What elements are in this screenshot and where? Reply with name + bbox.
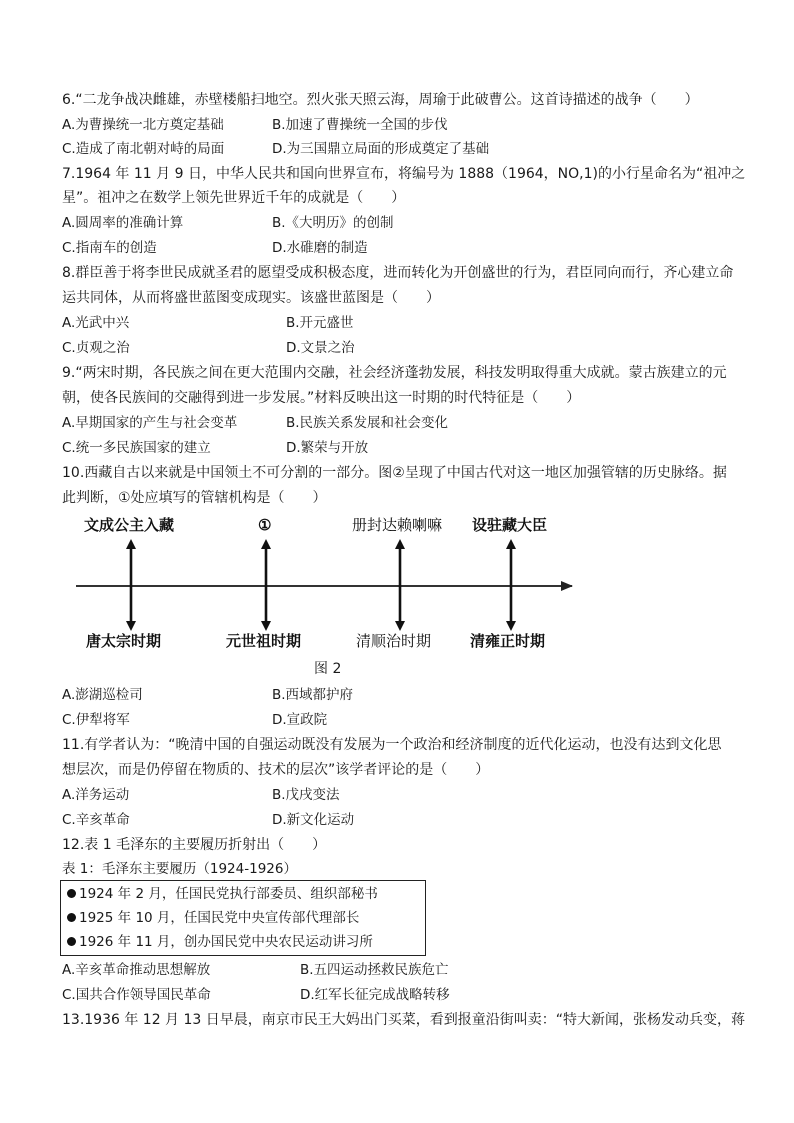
timeline-top-label-2: ① [258,516,272,534]
question-7-stem-line1: 7.1964 年 11 月 9 日，中华人民共和国向世界宣布，将编号为 1888（1964，NO,1)的小行星命名为“祖冲之 [62,166,746,182]
table-row [67,908,359,928]
timeline-top-label-4: 设驻藏大臣 [472,516,548,534]
question-9-stem-line1: 9.“两宋时期，各民族之间在更大范围内交融，社会经济蓬勃发展，科技发明取得重大成就。蒙古族建立的元 [62,365,727,381]
bullet-icon [67,913,76,922]
q9-option-c[interactable]: C.统一多民族国家的建立 [62,440,211,456]
bullet-icon [67,937,76,946]
q8-option-a[interactable]: A.光武中兴 [62,315,130,331]
timeline-bottom-label-2: 元世祖时期 [226,632,302,650]
q6-option-a[interactable]: A.为曹操统一北方奠定基础 [62,117,224,133]
question-10-stem-line2: 此判断，①处应填写的管辖机构是（ ） [62,490,327,506]
table-row [67,932,373,952]
q11-option-d[interactable]: D.新文化运动 [272,812,355,828]
bullet-icon [67,889,76,898]
timeline-top-label-3: 册封达赖喇嘛 [352,516,443,534]
q8-option-c[interactable]: C.贞观之治 [62,340,130,356]
question-8-stem-line1: 8.群臣善于将李世民成就圣君的愿望受成积极态度，进而转化为开创盛世的行为，君臣同向而行，齐心建立命 [62,265,734,281]
q9-option-d[interactable]: D.繁荣与开放 [286,440,369,456]
q12-option-c[interactable]: C.国共合作领导国民革命 [62,987,211,1003]
timeline-bottom-label-3: 清顺治时期 [356,632,432,650]
question-7-stem-line2: 星”。祖冲之在数学上领先世界近千年的成就是（ ） [62,190,406,206]
q11-option-a[interactable]: A.洋务运动 [62,787,130,803]
q8-option-b[interactable]: B.开元盛世 [286,315,354,331]
q12-option-b[interactable]: B.五四运动拯救民族危亡 [300,962,449,978]
q10-option-a[interactable]: A.澎湖巡检司 [62,687,143,703]
table-row-text: 1924 年 2 月，任国民党执行部委员、组织部秘书 [79,886,378,902]
q7-option-c[interactable]: C.指南车的创造 [62,240,157,256]
question-12-stem: 12.表 1 毛泽东的主要履历折射出（ ） [62,837,327,853]
timeline-top-label-1: 文成公主入藏 [84,516,175,534]
q9-option-b[interactable]: B.民族关系发展和社会变化 [286,415,449,431]
table-1-title: 表 1：毛泽东主要履历（1924-1926） [62,861,297,877]
question-11-stem-line2: 想层次，而是仍停留在物质的、技术的层次”该学者评论的是（ ） [62,762,490,778]
q7-option-d[interactable]: D.水碓磨的制造 [272,240,368,256]
tibet-governance-timeline [60,508,600,658]
q11-option-b[interactable]: B.戊戌变法 [272,787,340,803]
table-1 [60,880,426,956]
q12-option-d[interactable]: D.红军长征完成战略转移 [300,987,450,1003]
table-row-text: 1925 年 10 月，任国民党中央宣传部代理部长 [79,910,360,926]
question-13-stem-line1: 13.1936 年 12 月 13 日早晨，南京市民王大妈出门买菜，看到报童沿街叫卖：“特大新闻，张杨发动兵变，蒋 [62,1012,746,1028]
question-9-stem-line2: 朝，使各民族间的交融得到进一步发展。”材料反映出这一时期的时代特征是（ ） [62,390,581,406]
timeline-bottom-label-1: 唐太宗时期 [86,632,162,650]
q8-option-d[interactable]: D.文景之治 [286,340,355,356]
q12-option-a[interactable]: A.辛亥革命推动思想解放 [62,962,211,978]
q6-option-d[interactable]: D.为三国鼎立局面的形成奠定了基础 [272,141,490,157]
q10-option-c[interactable]: C.伊犁将军 [62,712,130,728]
table-row [67,884,378,904]
timeline-bottom-label-4: 清雍正时期 [470,632,546,650]
q7-option-b[interactable]: B.《大明历》的创制 [272,215,394,231]
q6-option-c[interactable]: C.造成了南北朝对峙的局面 [62,141,225,157]
q10-option-b[interactable]: B.西域都护府 [272,687,354,703]
question-8-stem-line2: 运共同体，从而将盛世蓝图变成现实。该盛世蓝图是（ ） [62,290,440,306]
table-row-text: 1926 年 11 月，创办国民党中央农民运动讲习所 [79,934,373,950]
question-10-stem-line1: 10.西藏自古以来就是中国领土不可分割的一部分。图②呈现了中国古代对这一地区加强管辖的历史脉络。据 [62,465,727,481]
q7-option-a[interactable]: A.圆周率的准确计算 [62,215,184,231]
q11-option-c[interactable]: C.辛亥革命 [62,812,130,828]
question-6-stem: 6.“二龙争战决雌雄，赤壁楼船扫地空。烈火张天照云海，周瑜于此破曹公。这首诗描述的战争（ ） [62,92,699,108]
q6-option-b[interactable]: B.加速了曹操统一全国的步伐 [272,117,448,133]
figure-caption: 图 2 [314,661,342,677]
question-11-stem-line1: 11.有学者认为：“晚清中国的自强运动既没有发展为一个政治和经济制度的近代化运动，也没有达到文化思 [62,737,722,753]
q9-option-a[interactable]: A.早期国家的产生与社会变革 [62,415,238,431]
q10-option-d[interactable]: D.宣政院 [272,712,328,728]
